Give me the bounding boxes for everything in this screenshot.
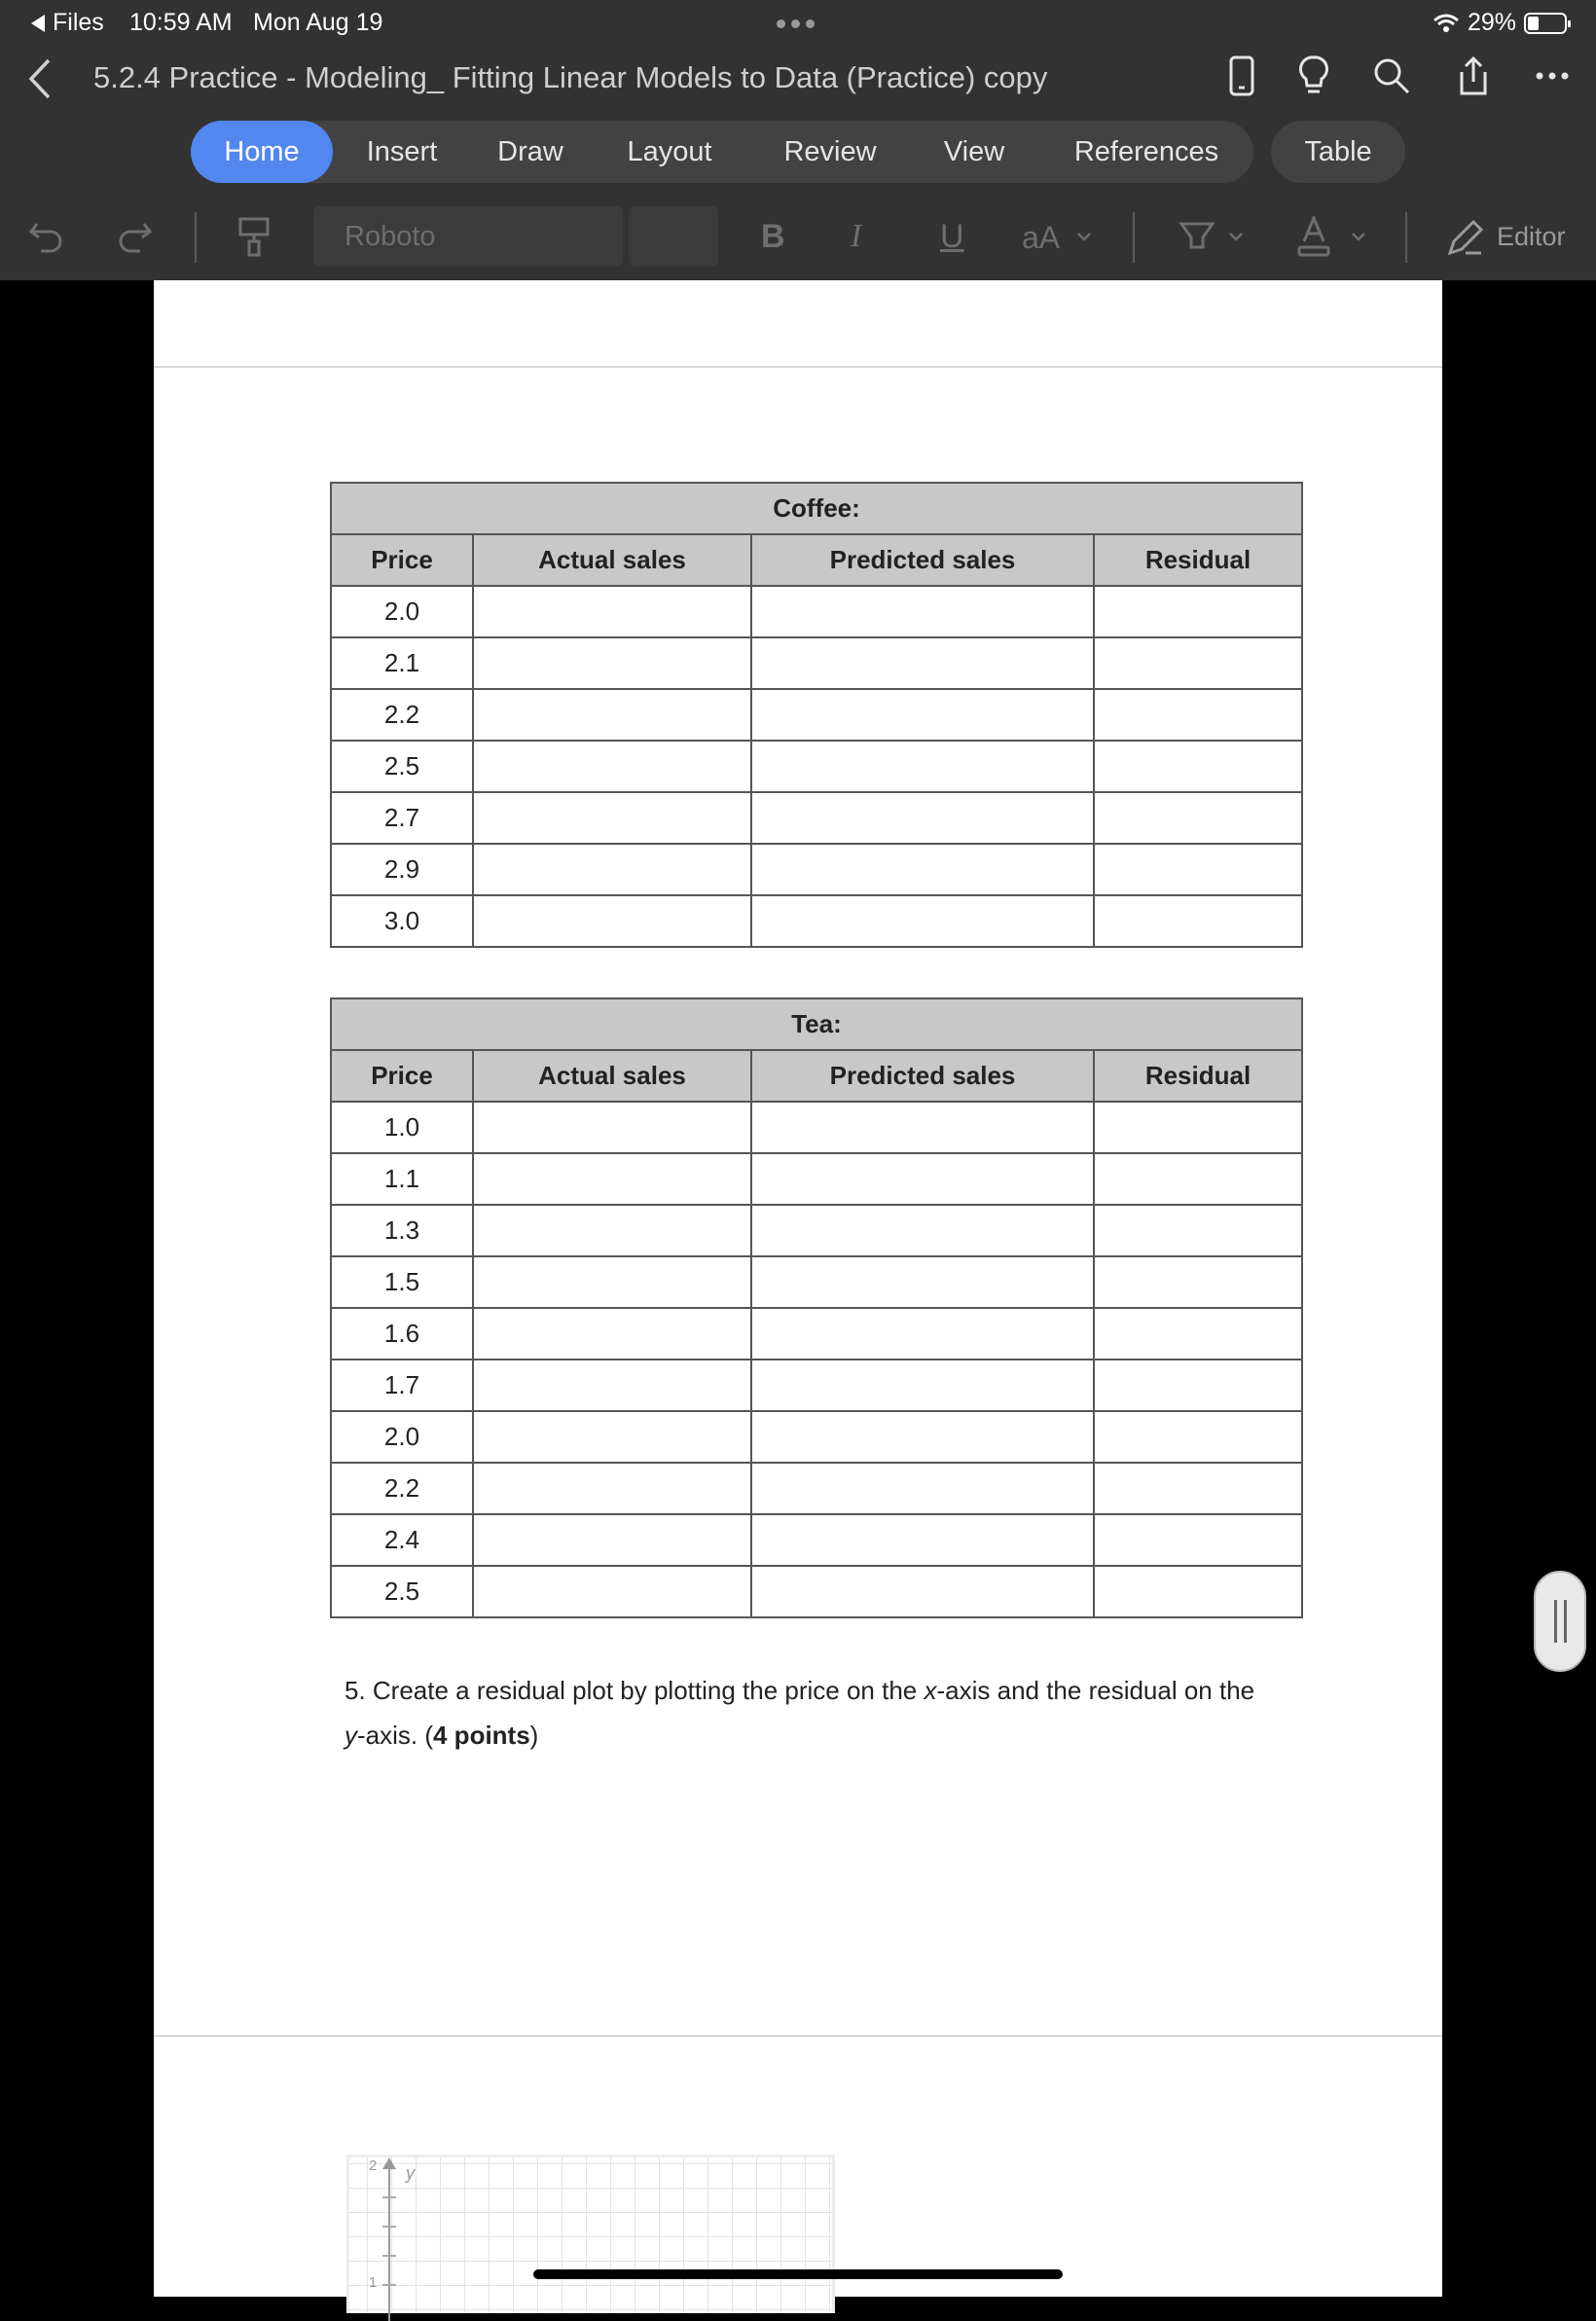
predicted-sales-cell[interactable] — [751, 1205, 1094, 1256]
back-chevron-icon[interactable] — [25, 56, 54, 101]
tea-header-price: Price — [331, 1050, 473, 1102]
multitasking-dots-icon[interactable] — [777, 19, 815, 28]
residual-cell[interactable] — [1094, 1360, 1302, 1411]
table-row — [331, 1256, 1302, 1308]
chevron-down-icon[interactable] — [1076, 232, 1092, 241]
font-size-button[interactable]: aA — [1022, 220, 1061, 255]
q5-y-var: y — [345, 1721, 357, 1750]
price-cell: 3.0 — [331, 895, 473, 947]
residual-cell[interactable] — [1094, 844, 1302, 895]
back-app-label: Files — [53, 9, 104, 36]
question-5 — [345, 1668, 1279, 1758]
price-cell: 1.5 — [331, 1256, 473, 1308]
residual-cell[interactable] — [1094, 1514, 1302, 1566]
tea-table — [330, 997, 1303, 1618]
tick-mark — [382, 2226, 396, 2228]
predicted-sales-cell[interactable] — [751, 1463, 1094, 1514]
redo-icon[interactable] — [115, 218, 154, 253]
page-break-line — [154, 2035, 1442, 2037]
app-chrome — [0, 0, 1596, 280]
tea-header-actual: Actual sales — [473, 1050, 751, 1102]
lightbulb-icon[interactable] — [1298, 54, 1329, 97]
residual-cell[interactable] — [1094, 1463, 1302, 1514]
tick-mark — [382, 2255, 396, 2257]
table-row — [331, 1205, 1302, 1256]
price-cell: 1.6 — [331, 1308, 473, 1360]
mobile-view-icon[interactable] — [1228, 54, 1255, 97]
residual-cell[interactable] — [1094, 586, 1302, 637]
actual-sales-cell[interactable] — [473, 1256, 751, 1308]
table-row — [331, 792, 1302, 844]
table-row — [331, 586, 1302, 637]
residual-cell[interactable] — [1094, 741, 1302, 792]
table-row — [331, 1308, 1302, 1360]
tea-table-title: Tea: — [331, 998, 1302, 1050]
residual-cell[interactable] — [1094, 1308, 1302, 1360]
table-row — [331, 741, 1302, 792]
status-date: Mon Aug 19 — [253, 9, 383, 36]
actual-sales-cell[interactable] — [473, 1566, 751, 1617]
table-row — [331, 1360, 1302, 1411]
residual-cell[interactable] — [1094, 689, 1302, 741]
format-painter-icon[interactable] — [237, 216, 271, 257]
title-actions — [1228, 54, 1569, 97]
price-cell: 2.2 — [331, 689, 473, 741]
residual-cell[interactable] — [1094, 1153, 1302, 1205]
predicted-sales-cell[interactable] — [751, 586, 1094, 637]
actual-sales-cell[interactable] — [473, 637, 751, 689]
wifi-icon — [1433, 13, 1460, 34]
actual-sales-cell[interactable] — [473, 844, 751, 895]
price-cell: 2.9 — [331, 844, 473, 895]
table-row — [331, 637, 1302, 689]
price-cell: 2.0 — [331, 1411, 473, 1463]
actual-sales-cell[interactable] — [473, 586, 751, 637]
tab-insert[interactable]: Insert — [366, 136, 438, 167]
tea-header-predicted: Predicted sales — [751, 1050, 1094, 1102]
residual-cell[interactable] — [1094, 1205, 1302, 1256]
actual-sales-cell[interactable] — [473, 689, 751, 741]
price-cell: 2.2 — [331, 1463, 473, 1514]
actual-sales-cell[interactable] — [473, 1153, 751, 1205]
table-row — [331, 1411, 1302, 1463]
tick-mark — [382, 2284, 396, 2286]
editor-pen-icon[interactable] — [1446, 218, 1485, 257]
table-row — [331, 1463, 1302, 1514]
status-bar — [0, 0, 1596, 47]
price-cell: 2.5 — [331, 741, 473, 792]
table-row — [331, 895, 1302, 947]
font-name-field[interactable]: Roboto — [313, 206, 623, 267]
actual-sales-cell[interactable] — [473, 741, 751, 792]
predicted-sales-cell[interactable] — [751, 1360, 1094, 1411]
document-title[interactable]: 5.2.4 Practice - Modeling_ Fitting Linear Models to Data (Practice) copy — [93, 60, 1048, 94]
back-to-app[interactable] — [31, 9, 104, 37]
table-row — [331, 689, 1302, 741]
battery-icon — [1524, 13, 1567, 34]
tick-mark — [382, 2196, 396, 2198]
status-time: 10:59 AM — [129, 9, 233, 36]
residual-cell[interactable] — [1094, 1411, 1302, 1463]
editor-button[interactable]: Editor — [1497, 222, 1566, 251]
predicted-sales-cell[interactable] — [751, 1411, 1094, 1463]
predicted-sales-cell[interactable] — [751, 741, 1094, 792]
predicted-sales-cell[interactable] — [751, 844, 1094, 895]
tab-references[interactable]: References — [1073, 136, 1219, 167]
price-cell: 1.3 — [331, 1205, 473, 1256]
coffee-table — [330, 482, 1303, 948]
actual-sales-cell[interactable] — [473, 1360, 751, 1411]
residual-cell[interactable] — [1094, 792, 1302, 844]
italic-button[interactable]: I — [851, 218, 862, 254]
coffee-header-price: Price — [331, 534, 473, 586]
coffee-table-title: Coffee: — [331, 483, 1302, 534]
chevron-down-icon[interactable] — [1351, 232, 1366, 241]
actual-sales-cell[interactable] — [473, 1463, 751, 1514]
home-indicator[interactable] — [533, 2269, 1063, 2279]
coffee-header-predicted: Predicted sales — [751, 534, 1094, 586]
actual-sales-cell[interactable] — [473, 1205, 751, 1256]
actual-sales-cell[interactable] — [473, 1411, 751, 1463]
battery-percent: 29% — [1467, 9, 1516, 36]
actual-sales-cell[interactable] — [473, 895, 751, 947]
tick-label: 1 — [369, 2274, 378, 2291]
tab-home[interactable]: Home — [191, 121, 333, 183]
q5-text-3: -axis. ( — [357, 1721, 433, 1750]
price-cell: 1.7 — [331, 1360, 473, 1411]
split-view-handle[interactable] — [1534, 1571, 1586, 1672]
actual-sales-cell[interactable] — [473, 1514, 751, 1566]
share-icon[interactable] — [1454, 54, 1493, 97]
actual-sales-cell[interactable] — [473, 1308, 751, 1360]
residual-plot-grid — [346, 2155, 835, 2313]
q5-text-2: -axis and the residual on the — [936, 1676, 1255, 1705]
table-row — [331, 1514, 1302, 1566]
formatting-toolbar — [0, 204, 1596, 269]
status-right — [1433, 9, 1567, 37]
underline-button[interactable]: U — [940, 218, 964, 255]
residual-cell[interactable] — [1094, 1256, 1302, 1308]
title-bar — [0, 49, 1596, 109]
tick-label: 2 — [369, 2158, 378, 2174]
price-cell: 2.0 — [331, 586, 473, 637]
back-arrow-icon — [31, 15, 45, 32]
predicted-sales-cell[interactable] — [751, 895, 1094, 947]
price-cell: 2.5 — [331, 1566, 473, 1617]
table-row — [331, 1153, 1302, 1205]
q5-close: ) — [529, 1721, 539, 1750]
document-page[interactable] — [154, 280, 1442, 2297]
predicted-sales-cell[interactable] — [751, 1514, 1094, 1566]
page-break-line — [154, 366, 1442, 368]
more-options-icon[interactable] — [1536, 71, 1569, 81]
q5-text-1: 5. Create a residual plot by plotting the price on the — [345, 1676, 925, 1705]
search-icon[interactable] — [1372, 56, 1411, 95]
residual-cell[interactable] — [1094, 637, 1302, 689]
predicted-sales-cell[interactable] — [751, 637, 1094, 689]
y-axis-label: y — [406, 2163, 415, 2183]
q5-x-var: x — [924, 1676, 937, 1705]
predicted-sales-cell[interactable] — [751, 1256, 1094, 1308]
predicted-sales-cell[interactable] — [751, 792, 1094, 844]
price-cell: 2.7 — [331, 792, 473, 844]
predicted-sales-cell[interactable] — [751, 1102, 1094, 1153]
price-cell: 1.0 — [331, 1102, 473, 1153]
residual-cell[interactable] — [1094, 895, 1302, 947]
q5-points: 4 points — [433, 1721, 530, 1750]
predicted-sales-cell[interactable] — [751, 1153, 1094, 1205]
table-row — [331, 844, 1302, 895]
tab-review[interactable]: Review — [783, 136, 877, 167]
actual-sales-cell[interactable] — [473, 792, 751, 844]
price-cell: 1.1 — [331, 1153, 473, 1205]
font-color-icon[interactable] — [1296, 216, 1331, 257]
predicted-sales-cell[interactable] — [751, 689, 1094, 741]
predicted-sales-cell[interactable] — [751, 1308, 1094, 1360]
bold-button[interactable]: B — [761, 218, 785, 255]
tab-layout[interactable]: Layout — [627, 136, 712, 167]
price-cell: 2.4 — [331, 1514, 473, 1566]
highlighter-icon[interactable] — [1178, 218, 1216, 257]
chevron-down-icon[interactable] — [1228, 232, 1244, 241]
coffee-header-residual: Residual — [1094, 534, 1302, 586]
price-cell: 2.1 — [331, 637, 473, 689]
tab-draw[interactable]: Draw — [497, 136, 563, 167]
tab-table[interactable]: Table — [1271, 121, 1405, 183]
actual-sales-cell[interactable] — [473, 1102, 751, 1153]
font-size-field[interactable] — [629, 206, 718, 267]
residual-cell[interactable] — [1094, 1102, 1302, 1153]
table-row — [331, 1566, 1302, 1617]
tea-header-residual: Residual — [1094, 1050, 1302, 1102]
residual-cell[interactable] — [1094, 1566, 1302, 1617]
tab-view[interactable]: View — [943, 136, 1005, 167]
y-axis — [388, 2165, 390, 2321]
coffee-header-actual: Actual sales — [473, 534, 751, 586]
undo-icon[interactable] — [27, 218, 66, 253]
predicted-sales-cell[interactable] — [751, 1566, 1094, 1617]
table-row — [331, 1102, 1302, 1153]
